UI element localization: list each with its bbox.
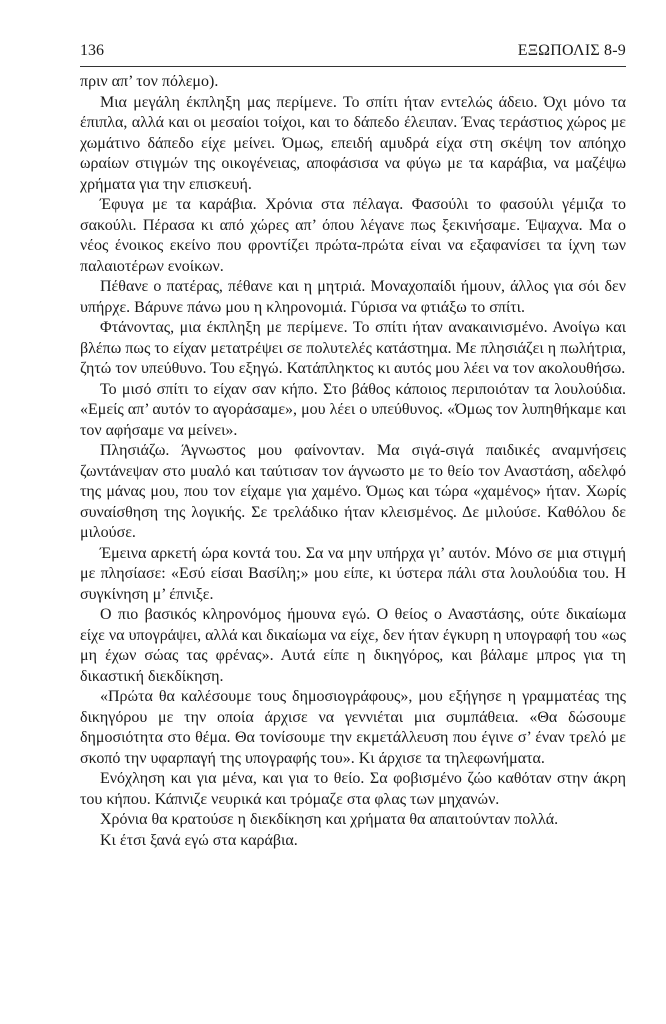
paragraph: Έμεινα αρκετή ώρα κοντά του. Σα να μην υπήρχα γι’ αυτόν. Μόνο σε μια στιγμή με πλησίασε: «Εσύ είσαι Βασίλη;» μου είπε, κι ύστερα πάλι στα λουλούδια του. Η συγκίνηση μ’ έπνιξε. bbox=[80, 544, 626, 603]
paragraph: Το μισό σπίτι το είχαν σαν κήπο. Στο βάθος κάποιος περιποιόταν τα λουλούδια. «Εμείς απ’ αυτόν το αγοράσαμε», μου λέει ο υπεύθυνος. «Όμως τον λυπηθήκαμε και τον αφήσαμε να μείνει». bbox=[80, 380, 626, 439]
running-title: ΕΞΩΠΟΛΙΣ 8-9 bbox=[517, 42, 626, 59]
body-text bbox=[80, 72, 626, 851]
paragraph: «Πρώτα θα καλέσουμε τους δημοσιογράφους», μου εξήγησε η γραμματέας της δικηγόρου με την οποία άρχισε να γεννιέται μια συμπάθεια. «Θα δώσουμε δημοσιότητα στο θέμα. Θα τονίσουμε την εκμετάλλευση που έγινε σ’ έναν τρελό με σκοπό την υφαρπαγή της υπογραφής του». Κι άρχισε τα τηλεφωνήματα. bbox=[80, 688, 626, 767]
paragraph: Χρόνια θα κρατούσε η διεκδίκηση και χρήματα θα απαιτούνταν πολλά. bbox=[100, 811, 559, 828]
paragraph: Ο πιο βασικός κληρονόμος ήμουνα εγώ. Ο θείος ο Αναστάσης, ούτε δικαίωμα είχε να υπογράψει, αλλά και δικαίωμα να είχε, δεν ήταν έγκυρη η υπογραφή του «ως μη έχων σώας τας φρένας». Αυτά είπε η δικηγόρος, και βάλαμε μπρος για τη δικαστική διεκδίκηση. bbox=[80, 606, 626, 685]
header-rule bbox=[80, 66, 626, 67]
paragraph: Μια μεγάλη έκπληξη μας περίμενε. Το σπίτι ήταν εντελώς άδειο. Όχι μόνο τα έπιπλα, αλλά και οι μεσαίοι τοίχοι, και το δάπεδο έλειπαν. Ένας τεράστιος χώρος με χωμάτινο δάπεδο είχε μείνει. Όμως, επειδή αμυδρά είχα στη σκέψη τον απόηχο ωραίων στιγμών της οικογένειας, αποφάσισα να φύγω με τα καράβια, να μαζέψω χρήματα για την επισκευή. bbox=[80, 93, 626, 193]
page-header bbox=[80, 38, 626, 64]
paragraph: Πέθανε ο πατέρας, πέθανε και η μητριά. Μοναχοπαίδι ήμουν, άλλος για σόι δεν υπήρχε. Βάρυνε πάνω μου η κληρονομιά. Γύρισα να φτιάξω το σπίτι. bbox=[80, 278, 626, 316]
paragraph: Κι έτσι ξανά εγώ στα καράβια. bbox=[100, 831, 298, 849]
paragraph: Πλησιάζω. Άγνωστος μου φαίνονταν. Μα σιγά-σιγά παιδικές αναμνήσεις ζωντάνεψαν στο μυαλό και ταύτισαν τον άγνωστο με το θείο τον Αναστάση, αδελφό της μάνας μου, που τον είχαμε για χαμένο. Όμως και τώρα «χαμένος» ήταν. Χωρίς συναίσθηση της λογικής. Σε τρελάδικο ήταν κλεισμένος. Δε μιλούσε. Καθόλου δε μιλούσε. bbox=[80, 442, 626, 541]
page-number: 136 bbox=[80, 42, 104, 59]
paragraph: Έφυγα με τα καράβια. Χρόνια στα πέλαγα. Φασούλι το φασούλι γέμιζα το σακούλι. Πέρασα κι από χώρες απ’ όπου λέγανε πως ξεκινήσαμε. Έψαχνα. Μα ο νέος ένοικος εκείνο που φροντίζει πρώτα-πρώτα είναι να εξαφανίσει τα ίχνη των παλαιοτέρων ενοίκων. bbox=[80, 196, 626, 275]
paragraph: Ενόχληση και για μένα, και για το θείο. Σα φοβισμένο ζώο καθόταν στην άκρη του κήπου. Κάπνιζε νευρικά και τρόμαζε στα φλας των μηχανών. bbox=[80, 770, 626, 808]
paragraph-continuation: πριν απ’ τον πόλεμο). bbox=[80, 73, 219, 90]
paragraph: Φτάνοντας, μια έκπληξη με περίμενε. Το σπίτι ήταν ανακαινισμένο. Ανοίγω και βλέπω πως το είχαν μετατρέψει σε πολυτελές κατάστημα. Με πλησιάζει η πωλήτρια, ζητώ τον υπεύθυνο. Του εξηγώ. Κατάπληκτος κι αυτός μου λέει να τον ακολουθήσω. bbox=[80, 319, 626, 377]
